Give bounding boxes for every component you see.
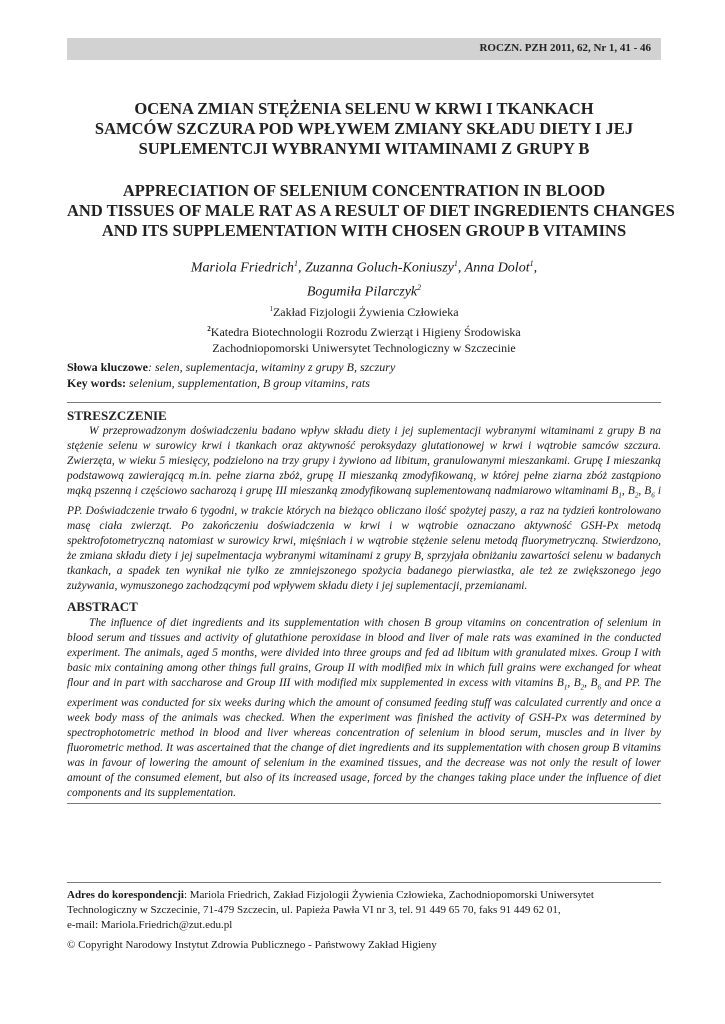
subscript: 2 <box>580 683 585 692</box>
correspondence-line: : Mariola Friedrich, Zakład Fizjologii Żywienia Człowieka, Zachodniopomorski Uniwersytet <box>183 889 594 901</box>
abstract-heading: ABSTRACT <box>67 599 138 614</box>
author-separator: , <box>297 260 305 276</box>
author-affiliation-mark: 1 <box>529 259 534 268</box>
title-english <box>67 181 675 241</box>
keywords <box>67 360 661 391</box>
keywords-en-label: Key words: <box>67 375 126 390</box>
title-polish <box>67 99 661 159</box>
subscript: 6 <box>651 491 655 500</box>
text-run: , B <box>621 485 635 498</box>
text-run: and PP. The experiment was conducted for six weeks during which the amount of consumed feeding stuff was calculated currently and once a week body mass of the animals was checked. When the experiment was finished the activity of GSH-Px was determined by spectrophotometric method in blood and liver whereas concentration of selenium in blood serum, muscles and in liver by fluorometric method. It was ascertained that the change of diet ingredients and its supplementation with chosen group B vitamins was in favour of lowering the amount of selenium in the examined tissues, and the decrease was not only the result of lower amount of the consumed element, but also of its increased usage, forced by the changes taking place under the influence of diet components and its supplementation. <box>67 677 662 800</box>
affiliation-2: Katedra Biotechnologii Rozrodu Zwierząt i Higieny Środowiska <box>210 324 521 339</box>
author-name: Zuzanna Goluch-Koniuszy <box>304 260 454 276</box>
correspondence-line: Technologiczny w Szczecinie, 71-479 Szczecin, ul. Papieża Pawła VI nr 3, tel. 91 449 65 70, faks 91 449 62 01, <box>67 904 561 916</box>
subscript: 1 <box>618 491 622 500</box>
divider <box>67 882 661 883</box>
author-affiliation-mark: 1 <box>453 259 458 268</box>
affiliation-1: Zakład Fizjologii Żywienia Człowieka <box>272 305 459 319</box>
text-run: , B <box>638 485 652 498</box>
abstract-text <box>67 616 661 801</box>
author-affiliation-mark: 2 <box>417 282 422 292</box>
divider <box>67 402 661 403</box>
subscript: 2 <box>634 491 639 500</box>
affiliation-mark: 2 <box>207 324 211 333</box>
author-separator: , <box>533 260 538 276</box>
subscript: 1 <box>563 683 568 692</box>
title-polish-line: OCENA ZMIAN STĘŻENIA SELENU W KRWI I TKANKACH <box>134 99 594 118</box>
text-run: , B <box>584 677 598 690</box>
divider <box>67 803 661 804</box>
author-affiliation-mark: 1 <box>293 259 298 268</box>
author-list <box>67 254 661 301</box>
author-separator: , <box>457 260 465 276</box>
title-polish-line: SAMCÓW SZCZURA POD WPŁYWEM ZMIANY SKŁADU DIETY I JEJ <box>94 119 634 138</box>
correspondence-email: e-mail: Mariola.Friedrich@zut.edu.pl <box>67 919 233 931</box>
title-english-line: APPRECIATION OF SELENIUM CONCENTRATION IN BLOOD <box>122 181 606 200</box>
title-english-line: AND TISSUES OF MALE RAT AS A RESULT OF DIET INGREDIENTS CHANGES <box>67 201 675 220</box>
text-run: W przeprowadzonym doświadczeniu badano wpływ składu diety i jej suplementacji wybranymi witaminami z grupy B na stężenie selenu w surowicy krwi i tkankach oraz aktywność peroksydazy glutationowej w krwi i wątrobie samców szczura. Zwierzęta, w wieku 5 miesięcy, podzielono na trzy grupy i żywiono ad libitum, granulowanymi mieszankami. Grupę I mieszanką podstawową zawierającą m.in. pełne ziarna zbóż, grupę II mieszanką zmodyfikowaną, w której pełne ziarna zbóż zastąpiono mąką pszenną i częściowo sacharozą i grupę III mieszanką zmodyfikowaną suplementowaną nadmiarowo witaminami B <box>67 425 661 498</box>
title-english-line: AND ITS SUPPLEMENTATION WITH CHOSEN GROUP B VITAMINS <box>101 221 627 240</box>
keywords-pl-value: : selen, suplementacja, witaminy z grupy B, szczury <box>148 360 396 374</box>
author-name: Anna Dolot <box>464 260 530 276</box>
affiliations <box>67 301 661 357</box>
author-name: Bogumiła Pilarczyk <box>306 284 418 300</box>
correspondence-label: Adres do korespondencji <box>67 889 184 901</box>
correspondence-address <box>67 888 661 933</box>
text-run: , B <box>567 677 581 690</box>
title-polish-line: SUPLEMENTCJI WYBRANYMI WITAMINAMI Z GRUPY B <box>138 139 590 158</box>
keywords-pl-label: Słowa kluczowe <box>67 360 148 374</box>
keywords-en-value: selenium, supplementation, B group vitamins, rats <box>126 375 370 390</box>
institution: Zachodniopomorski Uniwersytet Technologiczny w Szczecinie <box>212 341 516 355</box>
text-run: i PP. Doświadczenie trwało 6 tygodni, w trakcie których na bieżąco obliczano ilość spożytej paszy, a raz na tydzień kontrolowano masę ciała zwierząt. Po zakończeniu doświadczenia w krwi i w wątrobie oznaczano aktywność GSH-Px metodą spektrofotometryczną natomiast w surowicy krwi, mięśniach i w wątrobie stężenie selenu metodą fluorymetryczną. Stwierdzono, że zmiana składu diety i jej supelmentacja wybranymi witaminami z grupy B, sprzyjała obniżaniu zawartości selenu w badanych tkankach, a spadek ten wynikał nie tylko ze zmniejszonego spożycia badanego pierwiastka, ale też ze zwiększonego jego zużywania, wymuszonego zachodzącymi pod wpływem składu diety i jej suplementacji, przemianami. <box>67 485 662 593</box>
streszczenie-heading: STRESZCZENIE <box>67 408 167 423</box>
journal-reference: ROCZN. PZH 2011, 62, Nr 1, 41 - 46 <box>479 42 651 54</box>
streszczenie-text <box>67 424 661 594</box>
subscript: 6 <box>597 683 601 692</box>
text-run: The influence of diet ingredients and its supplementation with chosen B group vitamins on concentration of selenium in blood serum and tissues and activity of glutathione peroxidase in blood and liver of male rats was examined in the conducted experiment. The animals, aged 5 months, were divided into three groups and fed ad libitum with granulated mixes. Group I with basic mix containing among other things full grains, Group II with modified mix in which full grains were exchanged for wheat flour and in part with saccharose and Group III with modified mix supplemented in excess with vitamins B <box>67 617 661 690</box>
affiliation-mark: 1 <box>269 305 273 313</box>
journal-header-bar <box>67 38 661 60</box>
copyright-notice: © Copyright Narodowy Instytut Zdrowia Publicznego - Państwowy Zakład Higieny <box>67 939 437 951</box>
author-name: Mariola Friedrich <box>190 260 294 276</box>
